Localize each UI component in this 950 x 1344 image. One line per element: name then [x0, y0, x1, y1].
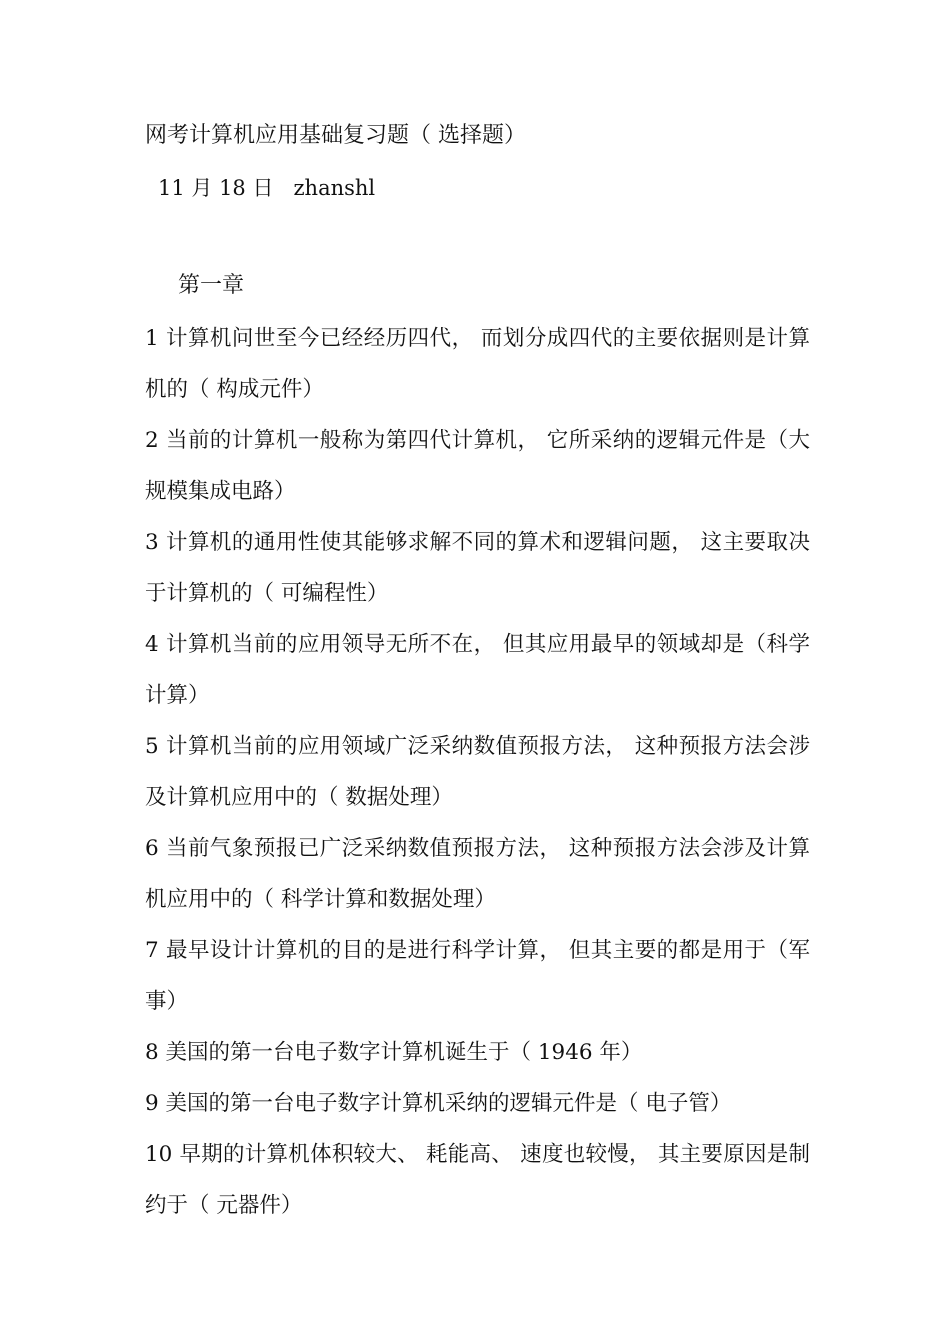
question-item: 6 当前气象预报已广泛采纳数值预报方法， 这种预报方法会涉及计算机应用中的（ 科学计算和数据处理）: [145, 836, 810, 912]
dateline: [158, 170, 375, 206]
question-item: 10 早期的计算机体积较大、 耗能高、 速度也较慢， 其主要原因是制约于（ 元器件）: [145, 1142, 810, 1218]
date: 11 月 18 日: [158, 176, 274, 200]
question-item: 3 计算机的通用性使其能够求解不同的算术和逻辑问题， 这主要取决于计算机的（ 可编程性）: [145, 530, 810, 606]
chapter-heading: 第一章: [178, 273, 245, 298]
author: zhanshl: [293, 176, 376, 200]
question-item: 5 计算机当前的应用领域广泛采纳数值预报方法， 这种预报方法会涉及计算机应用中的（ 数据处理）: [145, 734, 810, 810]
question-item: 4 计算机当前的应用领导无所不在， 但其应用最早的领域却是（科学计算）: [145, 632, 810, 708]
document-title: 网考计算机应用基础复习题（ 选择题）: [145, 123, 526, 148]
question-item: 9 美国的第一台电子数字计算机采纳的逻辑元件是（ 电子管）: [145, 1091, 732, 1116]
question-item: 2 当前的计算机一般称为第四代计算机， 它所采纳的逻辑元件是（大规模集成电路）: [145, 428, 810, 504]
question-item: 7 最早设计计算机的目的是进行科学计算， 但其主要的都是用于（军事）: [145, 938, 810, 1014]
question-item: 1 计算机问世至今已经经历四代， 而划分成四代的主要依据则是计算机的（ 构成元件）: [145, 326, 810, 402]
question-item: 8 美国的第一台电子数字计算机诞生于（ 1946 年）: [145, 1040, 643, 1065]
question-list: [145, 313, 810, 1231]
